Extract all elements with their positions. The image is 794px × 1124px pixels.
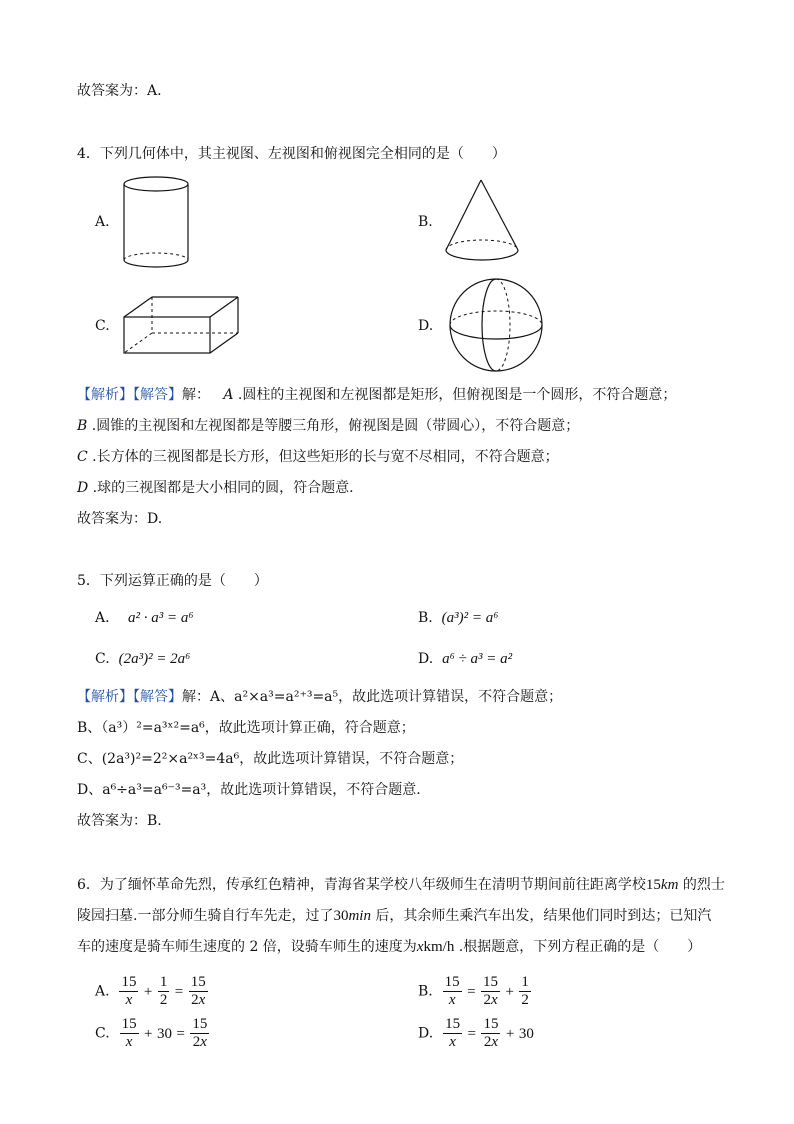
q4-analysis-line1: 【解析】【解答】解： A .圆柱的主视图和左视图都是矩形，但俯视图是一个圆形，不符合题意； — [77, 387, 677, 403]
q4-analysis-line4: D .球的三视图都是大小相同的圆，符合题意. — [77, 480, 354, 496]
q5-option-c[interactable]: C. (2a³)² = 2a⁶ — [95, 651, 191, 667]
q4-option-d-label[interactable]: D. — [418, 318, 434, 334]
q5-option-d[interactable]: D. a⁶ ÷ a³ = a² — [418, 651, 513, 667]
q4-analysis-line2: B .圆锥的主视图和左视图都是等腰三角形，俯视图是圆（带圆心），不符合题意； — [77, 418, 580, 434]
q6-option-d[interactable]: D. $\frac{15}{x}$ = $\frac{15}{2x}$ + 30 — [418, 1016, 534, 1050]
sphere-figure[interactable] — [447, 277, 547, 375]
q4-stem: 4．下列几何体中，其主视图、左视图和俯视图完全相同的是（ ） — [77, 146, 506, 162]
q6-option-b[interactable]: B. $\frac{15}{x}$ = $\frac{15}{2x}$ + $\frac{1}{2}$ — [418, 974, 529, 1008]
q5-option-a[interactable]: A． a² · a³ = a⁶ — [95, 610, 194, 626]
cylinder-figure[interactable] — [122, 176, 192, 272]
q6-stem-line3: 车的速度是骑车师生速度的 2 倍，设骑车师生的速度为xkm/h .根据题意，下列方程正确的是（ ） — [77, 939, 702, 955]
q5-analysis-line1: 【解析】【解答】解：A、a²×a³=a²⁺³=a⁵，故此选项计算错误，不符合题意； — [77, 689, 563, 705]
q6-option-a[interactable]: A. $\frac{15}{x}$ + $\frac{1}{2}$ = $\frac{15}{2x}$ — [95, 974, 206, 1008]
q4-answer: 故答案为：D. — [77, 511, 163, 527]
q5-option-b[interactable]: B. (a³)² = a⁶ — [418, 610, 499, 626]
q4-option-b-label[interactable]: B. — [418, 214, 433, 230]
q4-analysis-line3: C .长方体的三视图都是长方形，但这些矩形的长与宽不尽相同，不符合题意； — [77, 449, 559, 465]
q6-stem-line1: 6．为了缅怀革命先烈，传承红色精神，青海省某学校八年级师生在清明节期间前往距离学校15km 的烈士 — [77, 877, 725, 893]
q4-option-a-label[interactable]: A. — [95, 214, 110, 230]
q5-expr-d: a⁶ ÷ a³ = a² — [442, 651, 513, 667]
analysis-tag: 【解析】【解答】 — [77, 387, 182, 403]
q5-expr-c: (2a³)² = 2a⁶ — [118, 651, 191, 667]
cuboid-figure[interactable] — [122, 295, 244, 357]
q5-analysis-line4: D、a⁶÷a³=a⁶⁻³=a³，故此选项计算错误，不符合题意. — [77, 782, 421, 798]
q5-analysis-line3: C、(2a³)²=2²×a²ˣ³=4a⁶，故此选项计算错误，不符合题意； — [77, 751, 464, 767]
q5-stem: 5．下列运算正确的是（ ） — [77, 573, 268, 589]
q4-option-c-label[interactable]: C. — [95, 318, 110, 334]
q5-expr-b: (a³)² = a⁶ — [441, 610, 499, 626]
q3-answer: 故答案为：A. — [77, 83, 162, 99]
q5-expr-a: a² · a³ = a⁶ — [128, 610, 194, 626]
analysis-tag: 【解析】【解答】 — [77, 689, 182, 705]
q5-analysis-line2: B、（a³）²=a³ˣ²=a⁶，故此选项计算正确，符合题意； — [77, 720, 415, 736]
cone-figure[interactable] — [443, 178, 523, 266]
q6-option-c[interactable]: C. $\frac{15}{x}$ + 30 = $\frac{15}{2x}$ — [95, 1016, 208, 1050]
q5-answer: 故答案为：B. — [77, 813, 162, 829]
q6-stem-line2: 陵园扫墓.一部分师生骑自行车先走，过了30min 后，其余师生乘汽车出发，结果他们同时到达；已知汽 — [77, 908, 712, 924]
